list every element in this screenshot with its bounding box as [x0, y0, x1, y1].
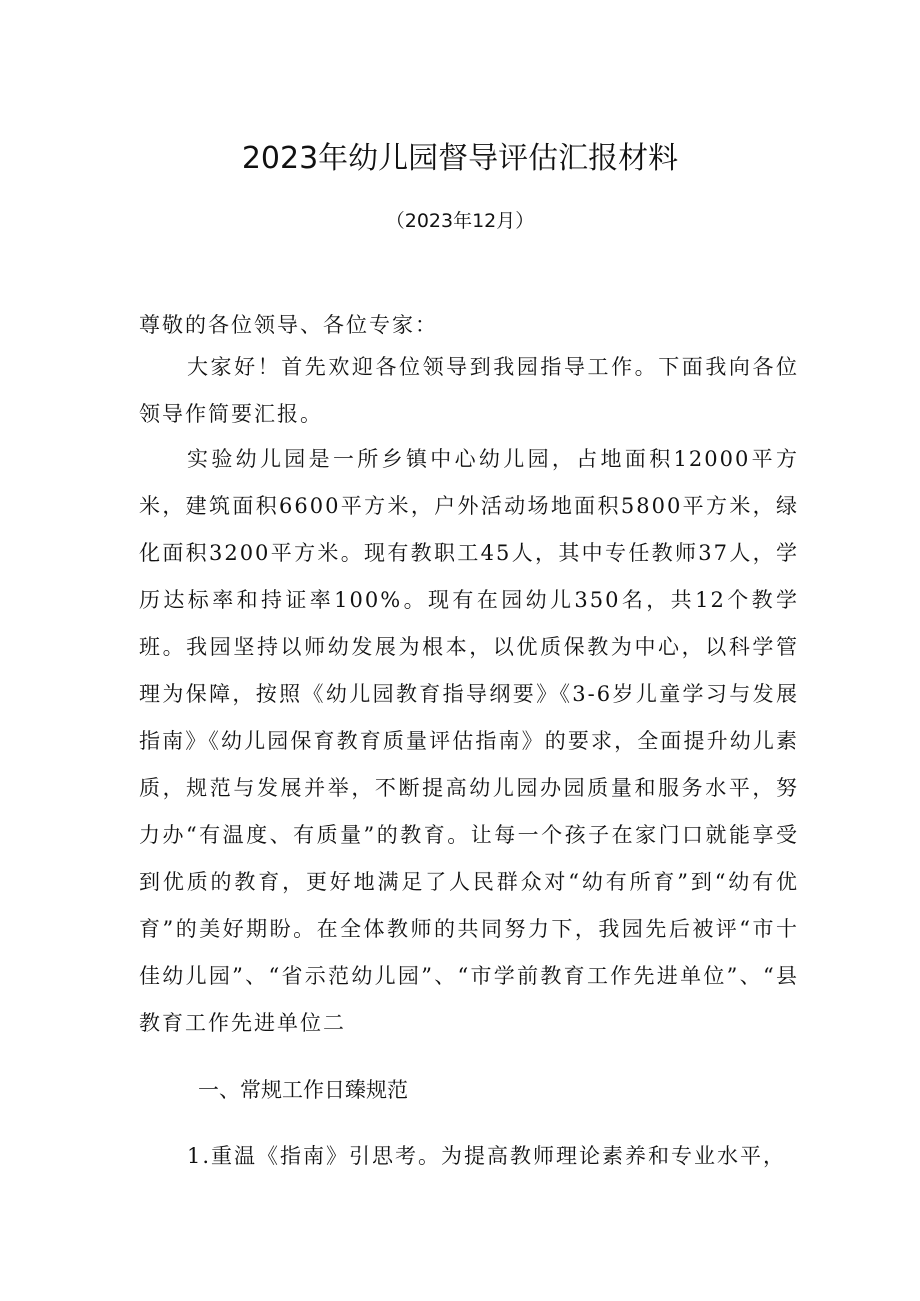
list-item-1: 1.重温《指南》引思考。为提高教师理论素养和专业水平， [187, 1144, 787, 1168]
paragraph-overview: 实验幼儿园是一所乡镇中心幼儿园，占地面积12000平方米，建筑面积6600平方米，户外活动场地面积5800平方米，绿化面积3200平方米。现有教职工45人，其中专任教师37人，学历达标率和持证率100%。现有在园幼儿350名，共12个教学班。我园坚持以师幼发展为根本，以优质保教为中心，以科学管理为保障，按照《幼儿园教育指导纲要》《3-6岁儿童学习与发展指南》《幼儿园保育教育质量评估指南》的要求，全面提升幼儿素质，规范与发展并举，不断提高幼儿园办园质量和服务水平，努力办“有温度、有质量”的教育。让每一个孩子在家门口就能享受到优质的教育，更好地满足了人民群众对“幼有所育”到“幼有优育”的美好期盼。在全体教师的共同努力下，我园先后被评“市十佳幼儿园”、“省示范幼儿园”、“市学前教育工作先进单位”、“县教育工作先进单位二 [139, 447, 799, 1035]
section-heading: 一、常规工作日臻规范 [198, 1078, 408, 1102]
document-title: 2023年幼儿园督导评估汇报材料 [241, 141, 679, 176]
document-date: （2023年12月） [385, 210, 535, 232]
paragraph-greeting: 大家好！首先欢迎各位领导到我园指导工作。下面我向各位领导作简要汇报。 [139, 355, 799, 426]
salutation: 尊敬的各位领导、各位专家： [139, 313, 438, 337]
